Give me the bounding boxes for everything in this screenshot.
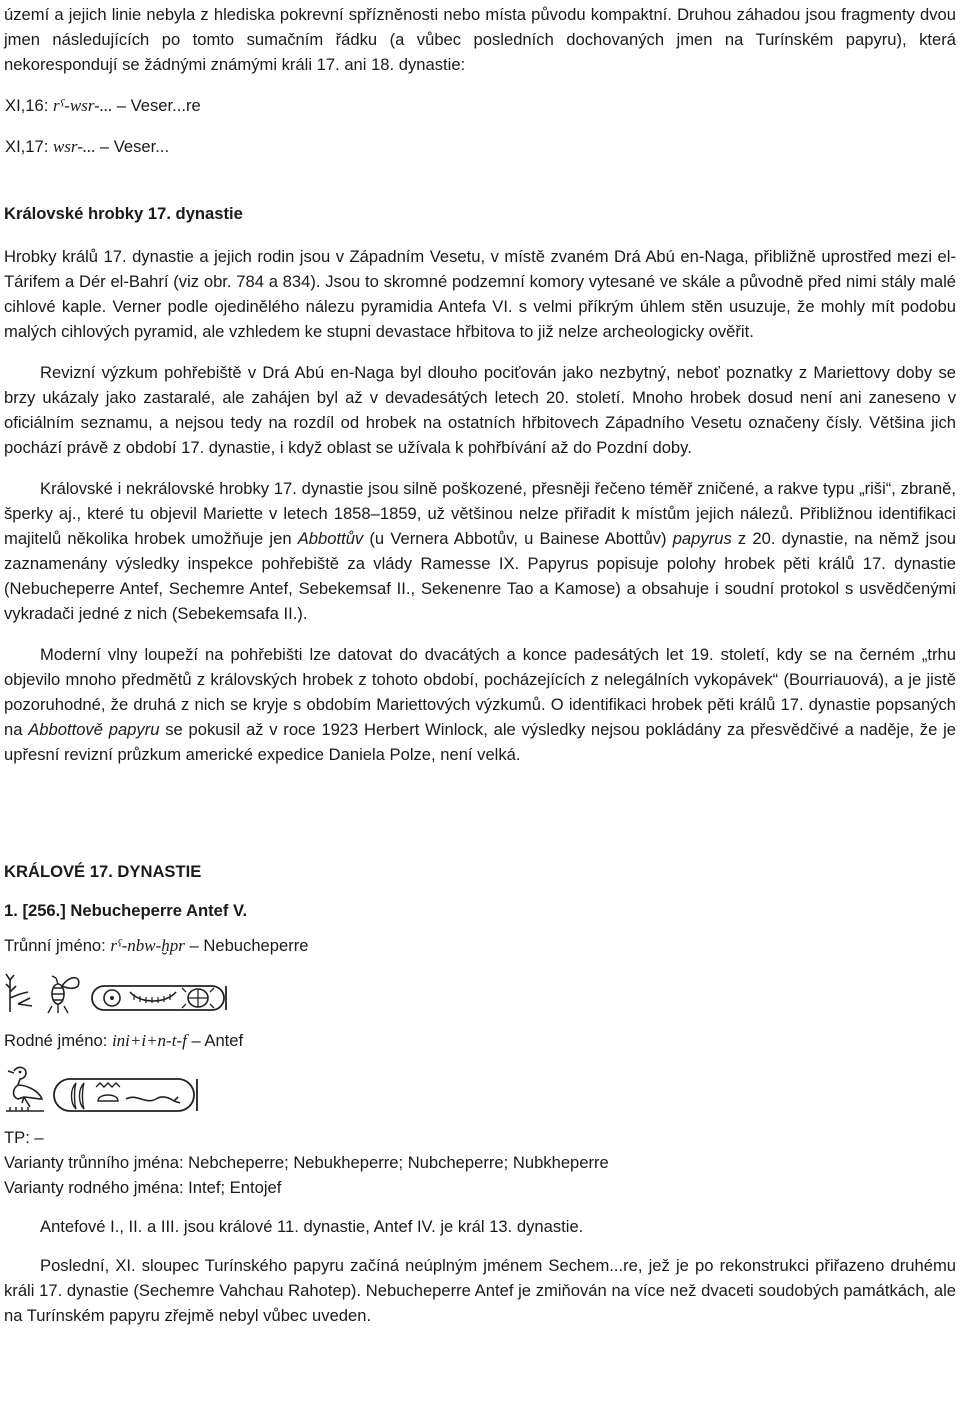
tp-line: TP: – <box>4 1128 44 1147</box>
birth-translit: ini+i+n-t-f <box>111 1031 187 1050</box>
throne-name-line: Trůnní jméno: rˁ-nbw-ḫpr – Nebucheperre <box>4 936 309 955</box>
throne-name: Nebucheperre <box>203 936 309 955</box>
birth-name-hieroglyphs <box>4 1061 956 1115</box>
section-title-kings: KRÁLOVÉ 17. DYNASTIE <box>4 862 202 881</box>
throne-label: Trůnní jméno: <box>4 936 111 955</box>
birth-name-line: Rodné jméno: ini+i+n-t-f – Antef <box>4 1031 244 1050</box>
throne-name-hieroglyphs <box>4 970 956 1014</box>
tombs-paragraph-1: Hrobky králů 17. dynastie a jejich rodin jsou v Západním Vesetu, v místě zvaném Drá Abú en-Naga, přibližně uprostřed mezi el-Tárifem a Dér el-Bahrí (viz obr. 784 a 834). Jsou to skromné podzemní komory vytesané ve skále a původně před nimi stály malé cihlové kaple. Verner podle ojedinělého nálezu pyramidia Antefa VI. s velmi příkrým úhlem stěn usuzuje, že mohly mít podobu malých cihlových pyramid, ale vzhledem ke stupni devastace hřbitova to již nelze archeologicky ověřit. <box>4 247 956 341</box>
antef-note: Antefové I., II. a III. jsou králové 11. dynastie, Antef IV. je král 13. dynastie. <box>40 1217 584 1236</box>
tombs-paragraph-2: Revizní výzkum pohřebiště v Drá Abú en-Naga byl dlouho pociťován jako nezbytný, neboť poznatky z Mariettovy doby se brzy ukázaly jako zastaralé, ale zahájen byl až v devadesátých letech 20. století. Mnoho hrobek dosud není ani zaneseno v oficiálním seznamu, a nejsou tedy na rozdíl od hrobek na ostatních hřbitovech Západního Vesetu označeny čísly. Většina jich pochází právě z období 17. dynastie, i když oblast se užívala k pohřbívání až do Pozdní doby. <box>4 363 956 457</box>
tombs-paragraph-4: Moderní vlny loupeží na pohřebišti lze datovat do dvacátých a konce padesátých let 19. století, kdy se na černém „trhu objevilo mnoho předmětů z královských hrobek z tohoto období, pocházejících z nelegálních vykopávek“ (Bourriauová), a je jistě pozoruhodné, že druhá z nich se kryje s obdobím Mariettových výzkumů. O identifikaci hrobek pěti králů 17. dynastie popsaných na Abbottově papyru se pokusil až v roce 1923 Herbert Winlock, ale výsledky nejsou pokládány za přesvědčivé a naděje, že je upřesní revizní průzkum americké expedice Daniela Polze, není velká. <box>4 645 956 764</box>
fragment-label: XI,17: <box>5 137 53 156</box>
fragment-translit: wsr-... <box>52 137 100 156</box>
king-title: 1. [256.] Nebucheperre Antef V. <box>4 901 248 920</box>
intro-paragraph: území a jejich linie nebyla z hlediska pokrevní spřízněnosti nebo místa původu kompaktní. Druhou záhadou jsou fragmenty dvou jmen následujících po tomto sumačním řádku (a vůbec posledních dochovaných jmen na Turínském papyru), která nekorespondují se žádnými známými králi 17. ani 18. dynastie: <box>4 5 956 74</box>
birth-label: Rodné jméno: <box>4 1031 112 1050</box>
section-title-tombs: Královské hrobky 17. dynastie <box>4 204 243 223</box>
tombs-paragraph-3: Královské i nekrálovské hrobky 17. dynastie jsou silně poškozené, přesněji řečeno téměř zničené, a rakve typu „riši“, zbraně, šperky aj., které tu objevil Mariette v letech 1858–1859, už většinou nelze přiřadit k místům jejich nálezů. Přibližnou identifikaci majitelů několika hrobek umožňuje jen Abbottův (u Vernera Abbotův, u Bainese Abottův) papyrus z 20. dynastie, na němž jsou zaznamenány výsledky inspekce pohřebiště za vlády Ramesse IX. Papyrus popisuje polohy hrobek pěti králů 17. dynastie (Nebucheperre Antef, Sechemre Antef, Sebekemsaf II., Sekenenre Tao a Kamose) a obsahuje i soudní protokol s usvědčenými vykradači jedné z nich (Sebekemsafa II.). <box>4 479 957 623</box>
throne-translit: rˁ-nbw-ḫpr <box>110 936 185 955</box>
sedge-hieroglyph-icon <box>4 972 34 1014</box>
birth-name: Antef <box>204 1031 244 1050</box>
fragment-label: XI,16: <box>5 96 53 115</box>
document-page <box>4 0 956 1328</box>
cartouche-icon <box>90 982 230 1014</box>
bird-hieroglyph-icon <box>4 1063 46 1115</box>
fragment-xi16: XI,16: rˁ-wsr-... – Veser...re <box>5 96 201 115</box>
bee-hieroglyph-icon <box>40 972 84 1014</box>
birth-variants: Varianty rodného jména: Intef; Entojef <box>4 1178 282 1197</box>
fragment-xi17: XI,17: wsr-... – Veser... <box>5 137 170 156</box>
turin-papyrus-paragraph: Poslední, XI. sloupec Turínského papyru začíná neúplným jménem Sechem...re, jež je po rekonstrukci přiřazeno druhému králi 17. dynastie (Sechemre Vahchau Rahotep). Nebucheperre Antef je zmiňován na více než dvaceti soudobých památkách, ale na Turínském papyru zřejmě nebyl vůbec uveden. <box>4 1256 956 1325</box>
throne-variants: Varianty trůnního jména: Nebcheperre; Nebukheperre; Nubcheperre; Nubkheperre <box>4 1153 609 1172</box>
fragment-name: Veser... <box>113 137 170 156</box>
fragment-translit: rˁ-wsr-... <box>52 96 117 115</box>
cartouche-icon <box>52 1075 202 1115</box>
fragment-name: Veser...re <box>130 96 201 115</box>
